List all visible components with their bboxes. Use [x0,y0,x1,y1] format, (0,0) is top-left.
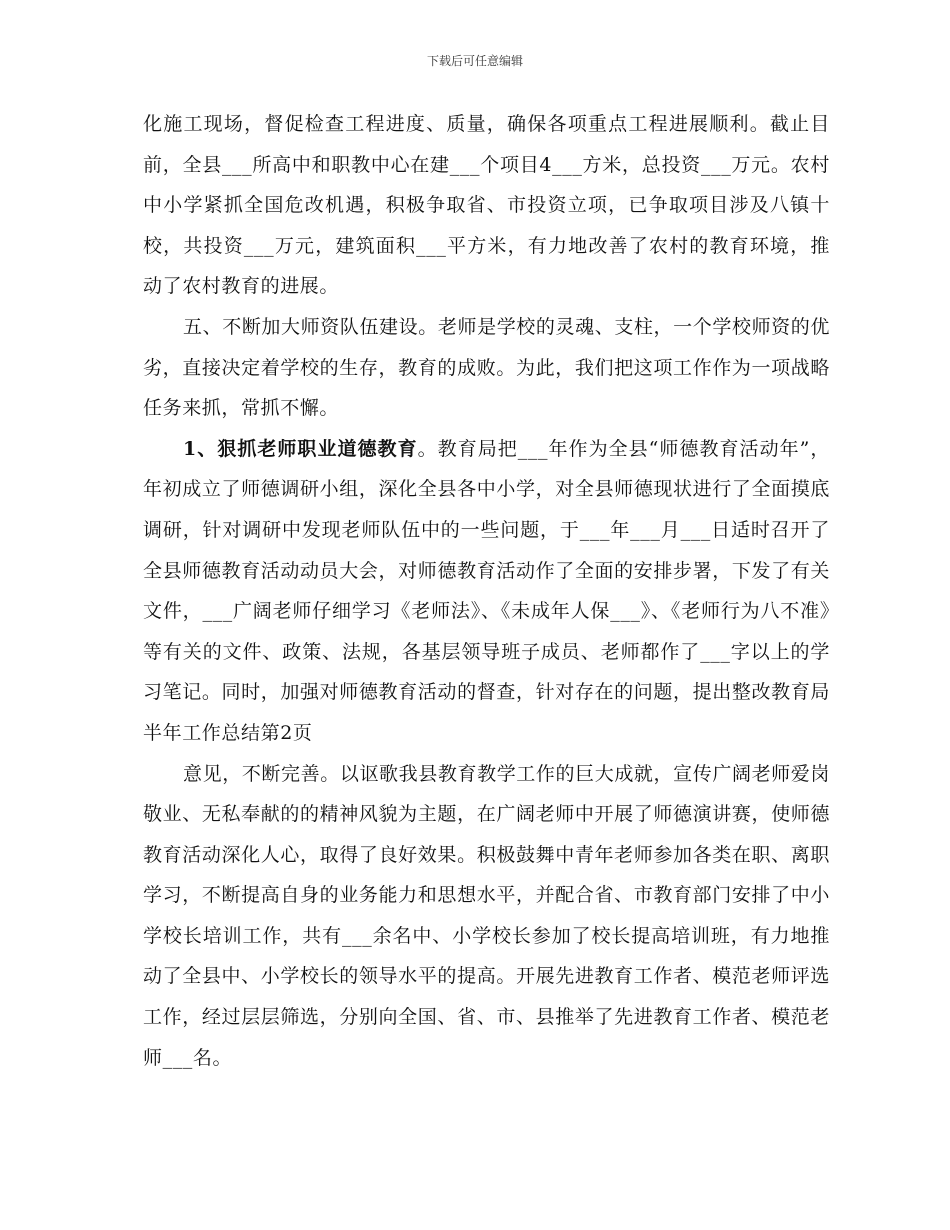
paragraph-text: 。教育局把___年作为全县“师德教育活动年”，年初成立了师德调研小组，深化全县各中小学，对全县师德现状进行了全面摸底调研，针对调研中发现老师队伍中的一些问题，于___年___月___日适时召开了全县师德教育活动动员大会，对师德教育活动作了全面的安排步署，下发了有关文件，___广阔老师仔细学习《老师法》、《未成年人保___》、《老师行为八不准》等有关的文件、政策、法规，各基层领导班子成员、老师都作了___字以上的学习笔记。同时，加强对师德教育活动的督查，针对存在的问题，提出整改教育局半年工作总结第2页 [143,437,831,744]
page-header-note: 下载后可任意编辑 [426,54,523,68]
document-body [143,104,830,1078]
paragraph-text: 化施工现场，督促检查工程进度、质量，确保各项重点工程进展顺利。截止目前，全县___所高中和职教中心在建___个项目4___方米，总投资___万元。农村中小学紧抓全国危改机遇，积极争取省、市投资立项，已争取项目涉及八镇十校，共投资___万元，建筑面积___平方米，有力地改善了农村的教育环境，推动了农村教育的进展。 [143,113,830,298]
paragraph-improvement [143,754,830,1079]
paragraph-construction [143,104,830,307]
paragraph-teacher-team [143,307,830,429]
paragraph-text: 意见，不断完善。以讴歌我县教育教学工作的巨大成就，宣传广阔老师爱岗敬业、无私奉献的的精神风貌为主题，在广阔老师中开展了师德演讲赛，使师德教育活动深化人心，取得了良好效果。积极鼓舞中青年老师参加各类在职、离职学习，不断提高自身的业务能力和思想水平，并配合省、市教育部门安排了中小学校长培训工作，共有___余名中、小学校长参加了校长提高培训班，有力地推动了全县中、小学校长的领导水平的提高。开展先进教育工作者、模范老师评选工作，经过层层筛选，分别向全国、省、市、县推举了先进教育工作者、模范老师___名。 [143,762,830,1069]
paragraph-ethics-education [143,429,830,754]
paragraph-bold-heading: 1、狠抓老师职业道德教育 [183,437,418,460]
paragraph-text: 五、不断加大师资队伍建设。老师是学校的灵魂、支柱，一个学校师资的优劣，直接决定着学校的生存，教育的成败。为此，我们把这项工作作为一项战略任务来抓，常抓不懈。 [143,315,830,420]
